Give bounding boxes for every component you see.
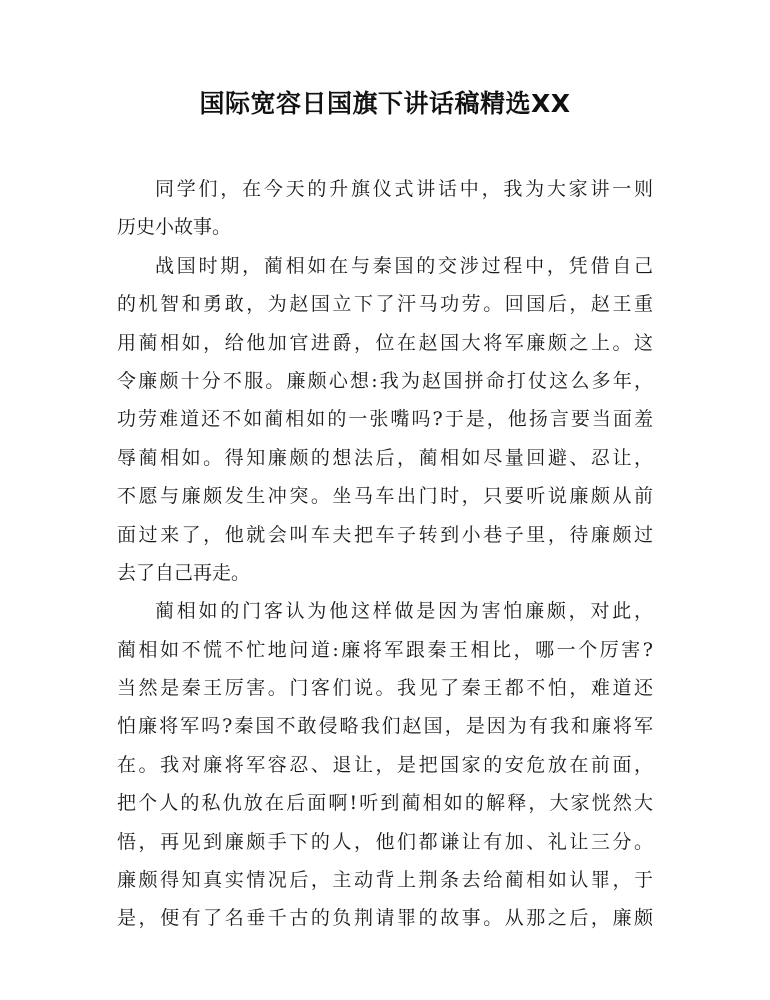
paragraph-3	[117, 592, 653, 938]
paragraph-line: 令廉颇十分不服。廉颇心想:我为赵国拼命打仗这么多年，	[117, 369, 653, 392]
paragraph-line: 悟，再见到廉颇手下的人，他们都谦让有加、礼让三分。	[117, 830, 653, 853]
paragraph-line: 蔺相如的门客认为他这样做是因为害怕廉颇，对此，	[155, 600, 653, 623]
paragraph-line: 廉颇得知真实情况后，主动背上荆条去给蔺相如认罪，于	[117, 869, 653, 892]
paragraph-line: 历史小故事。	[117, 216, 232, 239]
paragraph-1	[117, 170, 653, 247]
paragraph-line: 战国时期，蔺相如在与秦国的交涉过程中，凭借自己	[155, 254, 653, 277]
paragraph-line: 怕廉将军吗?秦国不敢侵略我们赵国，是因为有我和廉将军	[117, 715, 653, 738]
paragraph-line: 不愿与廉颇发生冲突。坐马车出门时，只要听说廉颇从前	[117, 485, 653, 508]
paragraph-2	[117, 247, 653, 593]
paragraph-line: 用蔺相如，给他加官进爵，位在赵国大将军廉颇之上。这	[117, 331, 653, 354]
paragraph-line: 把个人的私仇放在后面啊!听到蔺相如的解释，大家恍然大	[117, 792, 653, 815]
paragraph-line: 蔺相如不慌不忙地问道:廉将军跟秦王相比，哪一个厉害?	[117, 638, 653, 661]
paragraph-line: 当然是秦王厉害。门客们说。我见了秦王都不怕，难道还	[117, 677, 653, 700]
paragraph-line: 去了自己再走。	[117, 561, 251, 584]
paragraph-line: 面过来了，他就会叫车夫把车子转到小巷子里，待廉颇过	[117, 523, 653, 546]
document-body	[117, 170, 653, 938]
paragraph-line: 的机智和勇敢，为赵国立下了汗马功劳。回国后，赵王重	[117, 293, 653, 316]
document-title: 国际宽容日国旗下讲话稿精选XX	[199, 89, 571, 118]
paragraph-line: 辱蔺相如。得知廉颇的想法后，蔺相如尽量回避、忍让，	[117, 446, 653, 469]
paragraph-line: 是，便有了名垂千古的负荆请罪的故事。从那之后，廉颇	[117, 907, 653, 930]
paragraph-line: 在。我对廉将军容忍、退让，是把国家的安危放在前面，	[117, 753, 653, 776]
paragraph-line: 功劳难道还不如蔺相如的一张嘴吗?于是，他扬言要当面羞	[117, 408, 653, 431]
paragraph-line: 同学们，在今天的升旗仪式讲话中，我为大家讲一则	[155, 178, 653, 200]
